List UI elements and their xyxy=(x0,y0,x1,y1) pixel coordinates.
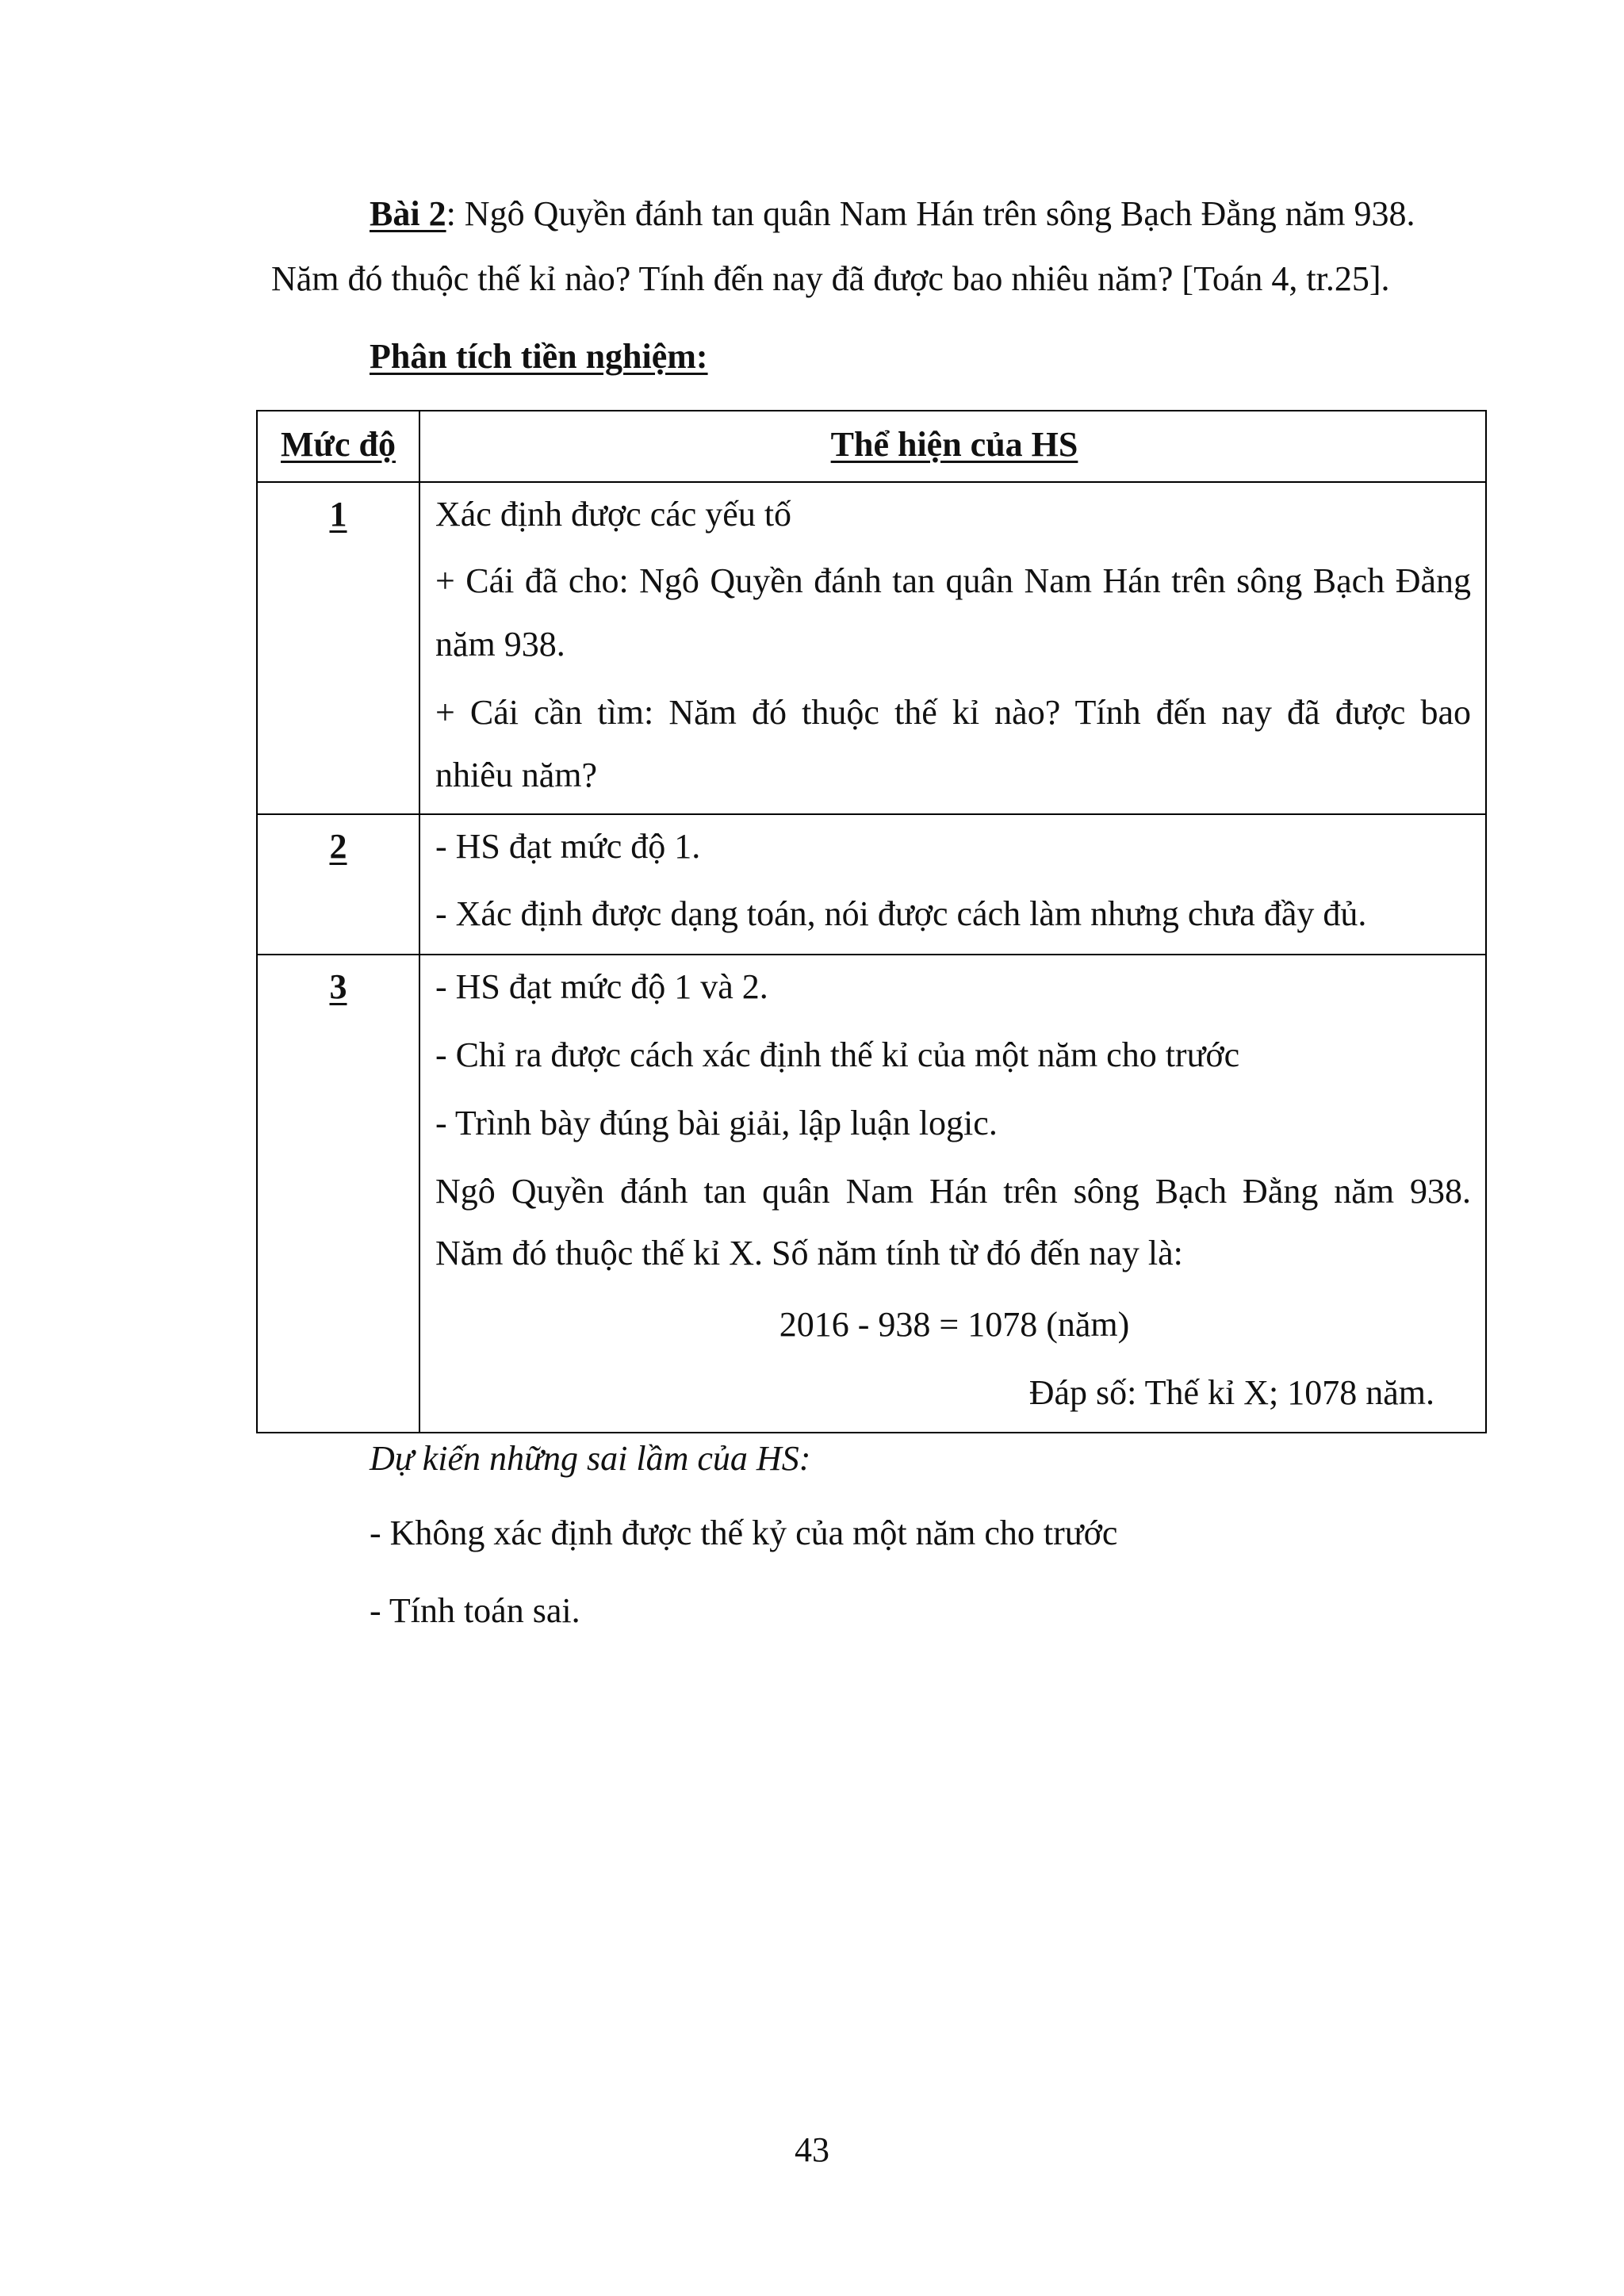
exercise-statement-line-2: Năm đó thuộc thế kỉ nào? Tính đến nay đã được bao nhiêu năm? [Toán 4, tr.25]. xyxy=(271,259,1390,298)
row-1-line: Xác định được các yếu tố xyxy=(435,495,792,534)
row-3-line: Năm đó thuộc thế kỉ X. Số năm tính từ đó đến nay là: xyxy=(435,1234,1183,1272)
analysis-table xyxy=(256,410,1487,1433)
header-performance: Thể hiện của HS xyxy=(830,425,1078,464)
exercise-label: Bài 2 xyxy=(370,194,446,233)
row-divider xyxy=(258,813,1485,815)
row-level-1: 1 xyxy=(329,495,347,534)
row-level-3: 3 xyxy=(329,967,347,1006)
error-item: - Tính toán sai. xyxy=(370,1591,580,1630)
row-2-line: - HS đạt mức độ 1. xyxy=(435,827,701,866)
row-3-line: - HS đạt mức độ 1 và 2. xyxy=(435,967,768,1006)
row-level-2: 2 xyxy=(329,827,347,866)
row-1-line: + Cái cần tìm: Năm đó thuộc thế kỉ nào? Tính đến nay đã được bao xyxy=(435,693,1471,732)
row-3-line: Ngô Quyền đánh tan quân Nam Hán trên sông Bạch Đằng năm 938. xyxy=(435,1172,1471,1211)
row-1-line: năm 938. xyxy=(435,625,565,664)
row-divider xyxy=(258,481,1485,483)
row-divider xyxy=(258,954,1485,955)
exercise-statement-text: : Ngô Quyền đánh tan quân Nam Hán trên sông Bạch Đằng năm 938. xyxy=(446,194,1415,233)
exercise-statement-line-1 xyxy=(370,194,1415,233)
answer-line: Đáp số: Thế kỉ X; 1078 năm. xyxy=(1028,1373,1434,1412)
header-level: Mức độ xyxy=(281,425,396,464)
error-item: - Không xác định được thế kỷ của một năm cho trước xyxy=(370,1513,1118,1552)
page-number: 43 xyxy=(795,2130,829,2169)
calculation-line: 2016 - 938 = 1078 (năm) xyxy=(779,1305,1130,1344)
column-divider xyxy=(419,411,420,1432)
row-3-line: - Chỉ ra được cách xác định thế kỉ của một năm cho trước xyxy=(435,1035,1240,1074)
errors-heading: Dự kiến những sai lầm của HS: xyxy=(370,1439,811,1478)
analysis-heading: Phân tích tiền nghiệm: xyxy=(370,337,708,376)
row-1-line: + Cái đã cho: Ngô Quyền đánh tan quân Nam Hán trên sông Bạch Đằng xyxy=(435,561,1471,600)
row-1-line: nhiêu năm? xyxy=(435,756,598,794)
row-2-line: - Xác định được dạng toán, nói được cách làm nhưng chưa đầy đủ. xyxy=(435,894,1367,933)
row-3-line: - Trình bày đúng bài giải, lập luận logic. xyxy=(435,1104,998,1142)
